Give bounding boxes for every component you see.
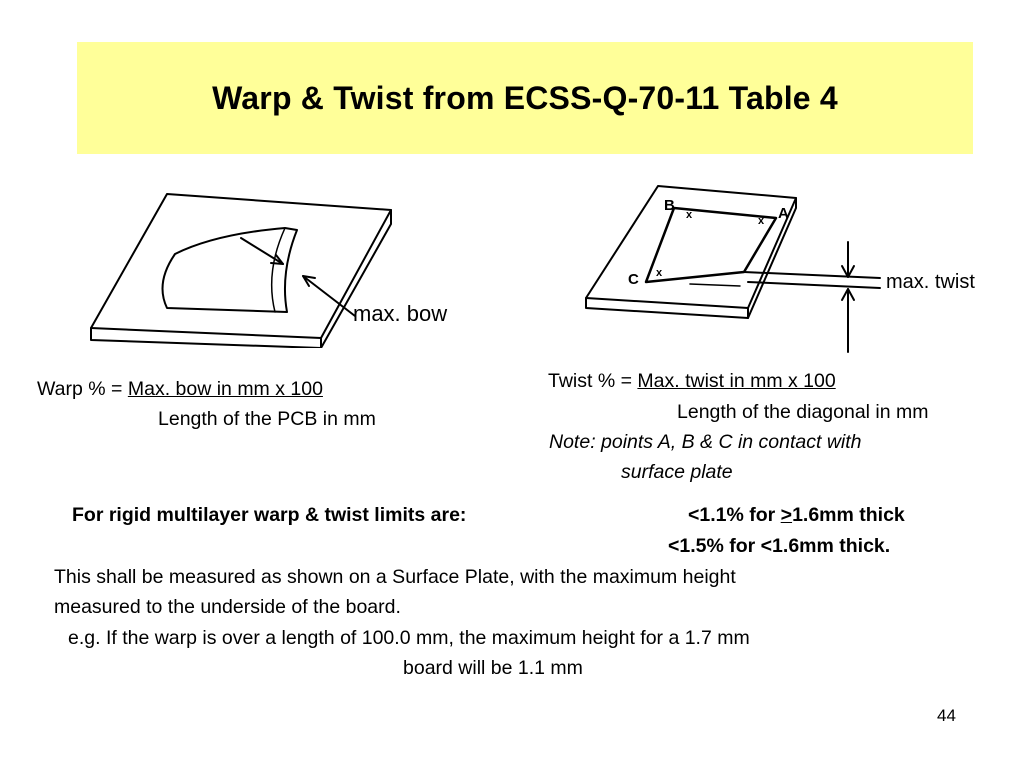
warp-formula-prefix: Warp % =: [37, 378, 128, 400]
example-line2: board will be 1.1 mm: [403, 657, 583, 679]
twist-diagram: [580, 180, 990, 360]
max-bow-label: max. bow: [353, 301, 448, 326]
page-number: 44: [937, 706, 956, 725]
slide-title: Warp & Twist from ECSS-Q-70-11 Table 4: [212, 79, 838, 116]
warp-diagram: [85, 188, 480, 348]
twist-formula-numerator: Max. twist in mm x 100: [637, 370, 836, 392]
twist-formula: [548, 366, 836, 396]
max-twist-label: max. twist: [886, 271, 975, 293]
body-line2: measured to the underside of the board.: [54, 596, 401, 618]
warp-plate: [91, 194, 391, 338]
twist-formula-prefix: Twist % =: [548, 370, 638, 392]
warp-board: [163, 228, 298, 312]
point-a-mark: x: [758, 215, 765, 227]
limits-line2: <1.5% for <1.6mm thick.: [668, 535, 891, 557]
limits-line1: <1.1% for >1.6mm thick: [688, 504, 905, 526]
twist-formula-denominator: Length of the diagonal in mm: [677, 401, 929, 423]
twist-board: [646, 208, 776, 282]
twist-plate: [586, 186, 796, 308]
body-line1: This shall be measured as shown on a Surface Plate, with the maximum height: [54, 566, 736, 588]
point-b-label: B: [664, 197, 675, 214]
warp-formula-denominator: Length of the PCB in mm: [158, 408, 376, 430]
warp-plate-edge: [91, 210, 391, 348]
title-banner: [77, 42, 973, 154]
point-a-label: A: [778, 205, 789, 222]
point-c-mark: x: [656, 267, 663, 279]
point-c-label: C: [628, 271, 639, 288]
twist-note-line2: surface plate: [621, 461, 733, 483]
warp-formula: [37, 374, 323, 404]
point-b-mark: x: [686, 209, 693, 221]
warp-arrow-2: [303, 276, 355, 316]
warp-formula-numerator: Max. bow in mm x 100: [127, 378, 323, 400]
limits-heading: For rigid multilayer warp & twist limits are:: [72, 504, 467, 526]
twist-note-line1: Note: points A, B & C in contact with: [549, 431, 862, 453]
example-line1: e.g. If the warp is over a length of 100.0 mm, the maximum height for a 1.7 mm: [68, 627, 750, 649]
